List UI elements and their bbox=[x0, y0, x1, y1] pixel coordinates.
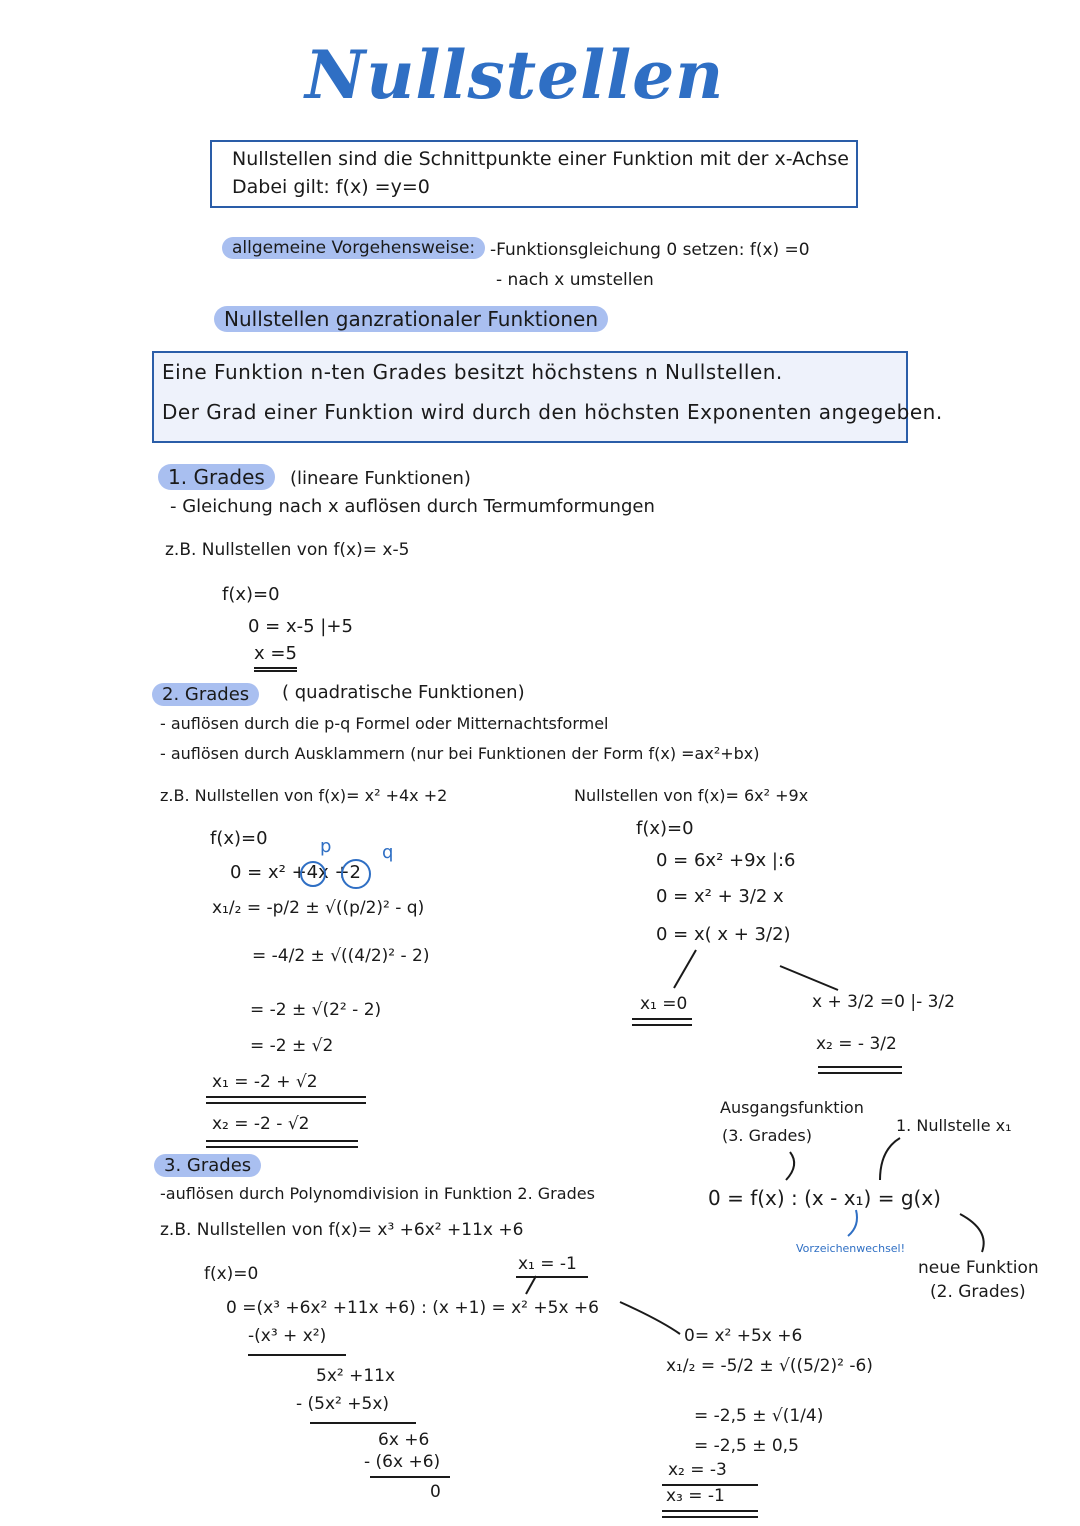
grade3-bullet: -auflösen durch Polynomdivision in Funktion 2. Grades bbox=[160, 1184, 595, 1203]
grade3-division: 0 =(x³ +6x² +11x +6) : (x +1) = x² +5x +6 bbox=[226, 1298, 599, 1318]
rule-line-2: Der Grad einer Funktion wird durch den höchsten Exponenten angegeben. bbox=[162, 400, 943, 424]
q-circle bbox=[342, 860, 370, 888]
division-sub-1: -(x³ + x²) bbox=[248, 1326, 327, 1346]
ex-a-step-5: = -2 ± √(2² - 2) bbox=[250, 1000, 382, 1020]
ex-a-root-2: x₂ = -2 - √2 bbox=[212, 1114, 310, 1134]
p-label: p bbox=[320, 836, 332, 857]
schema-arrow-vorzeichen bbox=[848, 1210, 857, 1236]
schema-arrow-root bbox=[880, 1138, 900, 1180]
quad-step-2: x₁/₂ = -5/2 ± √((5/2)² -6) bbox=[666, 1356, 873, 1376]
division-sub-2: - (5x² +5x) bbox=[296, 1394, 390, 1414]
ex-b-step-1: f(x)=0 bbox=[636, 818, 694, 839]
grade1-result: x =5 bbox=[254, 643, 297, 672]
procedure-step-1: -Funktionsgleichung 0 setzen: f(x) =0 bbox=[490, 240, 810, 260]
section-heading: Nullstellen ganzrationaler Funktionen bbox=[214, 307, 608, 331]
ex-b-right-eq: x + 3/2 =0 |- 3/2 bbox=[812, 992, 955, 1012]
ex-b-step-2: 0 = 6x² +9x |:6 bbox=[656, 850, 796, 871]
p-circle bbox=[301, 862, 325, 886]
quad-root-3: x₃ = -1 bbox=[666, 1486, 725, 1506]
grade1-step-2: 0 = x-5 |+5 bbox=[248, 616, 353, 637]
schema-ausgang-grade: (3. Grades) bbox=[722, 1126, 812, 1145]
grade1-bullet: - Gleichung nach x auflösen durch Termumformungen bbox=[170, 496, 655, 517]
procedure-step-2: - nach x umstellen bbox=[496, 270, 654, 290]
division-sub-3: - (6x +6) bbox=[364, 1452, 441, 1472]
schema-new-fn: neue Funktion bbox=[918, 1258, 1039, 1278]
grade2-bullet-1: - auflösen durch die p-q Formel oder Mitternachtsformel bbox=[160, 714, 609, 733]
grade3-start: f(x)=0 bbox=[204, 1264, 259, 1284]
grade3-heading: 3. Grades bbox=[154, 1155, 261, 1176]
grade2-example-a-title: z.B. Nullstellen von f(x)= x² +4x +2 bbox=[160, 786, 448, 805]
ex-b-step-4: 0 = x( x + 3/2) bbox=[656, 924, 791, 945]
ex-b-step-3: 0 = x² + 3/2 x bbox=[656, 886, 784, 907]
ex-a-root-1: x₁ = -2 + √2 bbox=[212, 1072, 318, 1092]
quad-step-1: 0= x² +5x +6 bbox=[684, 1326, 803, 1346]
definition-line-2: Dabei gilt: f(x) =y=0 bbox=[232, 176, 430, 198]
grade3-known-root: x₁ = -1 bbox=[518, 1254, 577, 1274]
division-rem-3: 0 bbox=[430, 1482, 441, 1502]
ex-a-step-2: 0 = x² +4x +2 bbox=[230, 862, 362, 883]
division-rem-1: 5x² +11x bbox=[316, 1366, 396, 1386]
ex-a-step-6: = -2 ± √2 bbox=[250, 1036, 334, 1056]
grade2-sub: ( quadratische Funktionen) bbox=[282, 682, 525, 703]
grade1-heading: 1. Grades bbox=[158, 465, 275, 489]
schema-arrow-newfn bbox=[960, 1214, 984, 1252]
schema-first-root: 1. Nullstelle x₁ bbox=[896, 1116, 1012, 1135]
grade2-bullet-2: - auflösen durch Ausklammern (nur bei Funktionen der Form f(x) =ax²+bx) bbox=[160, 744, 760, 763]
schema-ausgang: Ausgangsfunktion bbox=[720, 1098, 864, 1117]
division-rem-2: 6x +6 bbox=[378, 1430, 430, 1450]
arrow-known-root bbox=[526, 1276, 536, 1294]
grade1-step-1: f(x)=0 bbox=[222, 584, 280, 605]
procedure-label: allgemeine Vorgehensweise: bbox=[222, 238, 485, 258]
schema-equation: 0 = f(x) : (x - x₁) = g(x) bbox=[708, 1186, 941, 1210]
schema-new-fn-grade: (2. Grades) bbox=[930, 1282, 1026, 1302]
definition-line-1: Nullstellen sind die Schnittpunkte einer Funktion mit der x-Achse bbox=[232, 148, 849, 170]
ex-a-step-3: x₁/₂ = -p/2 ± √((p/2)² - q) bbox=[212, 898, 425, 918]
quad-step-4: = -2,5 ± 0,5 bbox=[694, 1436, 799, 1456]
q-label: q bbox=[382, 842, 394, 863]
grade2-heading: 2. Grades bbox=[152, 684, 259, 705]
grade3-example: z.B. Nullstellen von f(x)= x³ +6x² +11x +6 bbox=[160, 1220, 524, 1240]
page-title: Nullstellen bbox=[305, 36, 725, 114]
branch-right bbox=[780, 966, 838, 990]
grade1-example: z.B. Nullstellen von f(x)= x-5 bbox=[165, 540, 410, 560]
quad-step-3: = -2,5 ± √(1/4) bbox=[694, 1406, 824, 1426]
ex-b-root-left: x₁ =0 bbox=[640, 994, 688, 1014]
ex-a-step-4: = -4/2 ± √((4/2)² - 2) bbox=[252, 946, 430, 966]
arrow-to-quadratic bbox=[620, 1302, 680, 1334]
grade2-example-b-title: Nullstellen von f(x)= 6x² +9x bbox=[574, 786, 809, 805]
schema-arrow-ausgang bbox=[786, 1152, 794, 1180]
schema-vorzeichen: Vorzeichenwechsel! bbox=[796, 1242, 906, 1255]
branch-left bbox=[674, 950, 696, 988]
grade1-sub: (lineare Funktionen) bbox=[290, 468, 471, 489]
quad-root-2: x₂ = -3 bbox=[668, 1460, 727, 1480]
rule-line-1: Eine Funktion n-ten Grades besitzt höchstens n Nullstellen. bbox=[162, 360, 783, 384]
ex-a-step-1: f(x)=0 bbox=[210, 828, 268, 849]
ex-b-root-right: x₂ = - 3/2 bbox=[816, 1034, 897, 1054]
